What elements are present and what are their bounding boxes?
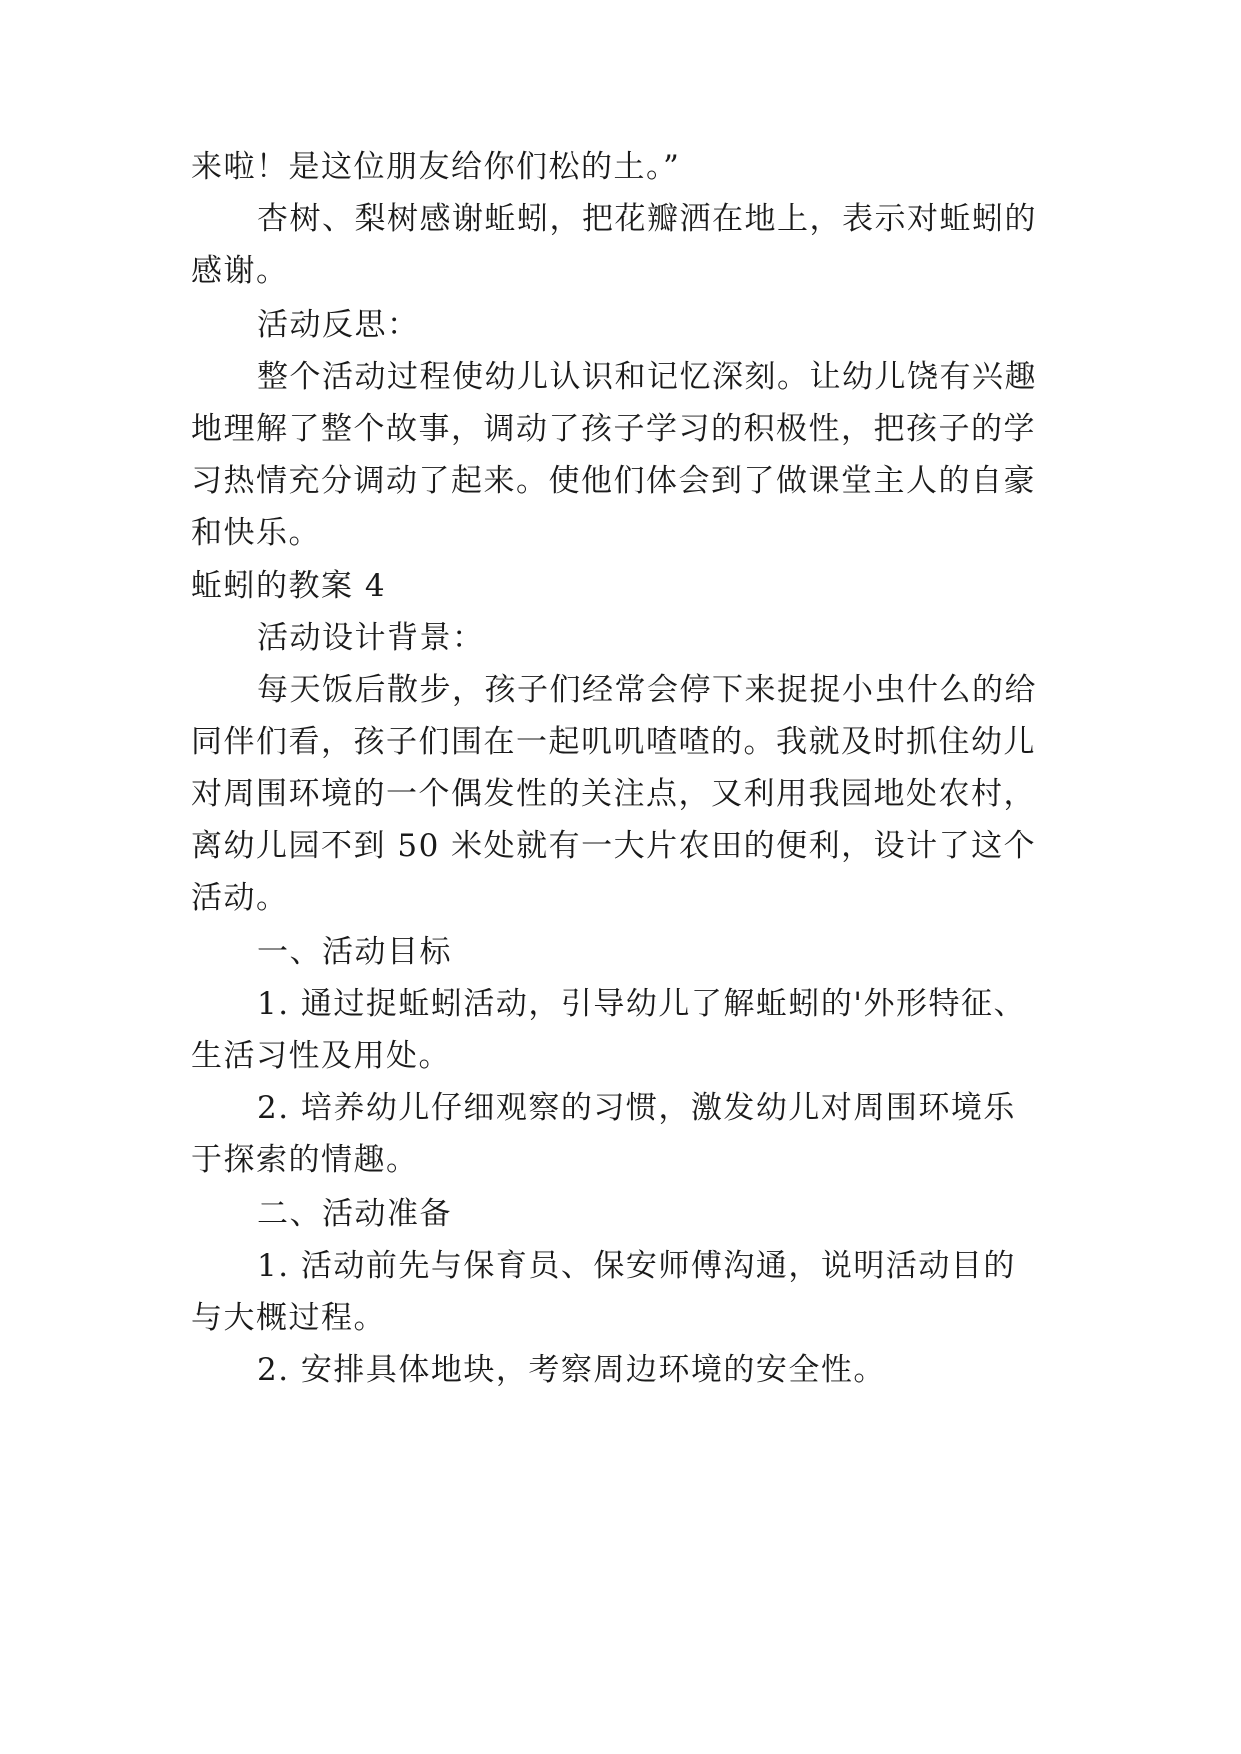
section-heading: 活动设计背景： (257, 620, 485, 656)
paragraph-line: 整个活动过程使幼儿认识和记忆深刻。让幼儿饶有兴趣 (257, 359, 1037, 395)
paragraph-line: 同伴们看，孩子们围在一起叽叽喳喳的。我就及时抓住幼儿 (191, 724, 1036, 760)
paragraph-line: 来啦！是这位朋友给你们松的土。” (191, 149, 681, 185)
section-heading: 二、活动准备 (257, 1196, 452, 1232)
section-heading: 活动反思： (257, 307, 420, 343)
paragraph-line: 离幼儿园不到 50 米处就有一大片农田的便利，设计了这个 (191, 828, 1037, 864)
paragraph-line: 于探索的情趣。 (191, 1142, 419, 1178)
paragraph-line: 杏树、梨树感谢蚯蚓，把花瓣洒在地上，表示对蚯蚓的 (257, 201, 1037, 237)
paragraph-line: 生活习性及用处。 (191, 1038, 451, 1074)
paragraph-line: 感谢。 (191, 253, 289, 289)
paragraph-line: 活动。 (191, 880, 289, 916)
paragraph-line: 与大概过程。 (191, 1300, 386, 1336)
paragraph-line: 习热情充分调动了起来。使他们体会到了做课堂主人的自豪 (191, 463, 1036, 499)
list-item: 1. 活动前先与保育员、保安师傅沟通，说明活动目的 (257, 1248, 1016, 1284)
paragraph-line: 对周围环境的一个偶发性的关注点，又利用我园地处农村， (191, 776, 1036, 812)
list-item: 2. 安排具体地块，考察周边环境的安全性。 (257, 1352, 886, 1388)
paragraph-line: 和快乐。 (191, 515, 321, 551)
list-item: 2. 培养幼儿仔细观察的习惯，激发幼儿对周围环境乐 (257, 1090, 1016, 1126)
section-heading: 一、活动目标 (257, 934, 452, 970)
paragraph-line: 每天饭后散步，孩子们经常会停下来捉捉小虫什么的给 (257, 672, 1037, 708)
paragraph-line: 地理解了整个故事，调动了孩子学习的积极性，把孩子的学 (191, 411, 1036, 447)
list-item: 1. 通过捉蚯蚓活动，引导幼儿了解蚯蚓的'外形特征、 (257, 986, 1026, 1022)
document-title: 蚯蚓的教案 4 (191, 568, 387, 604)
